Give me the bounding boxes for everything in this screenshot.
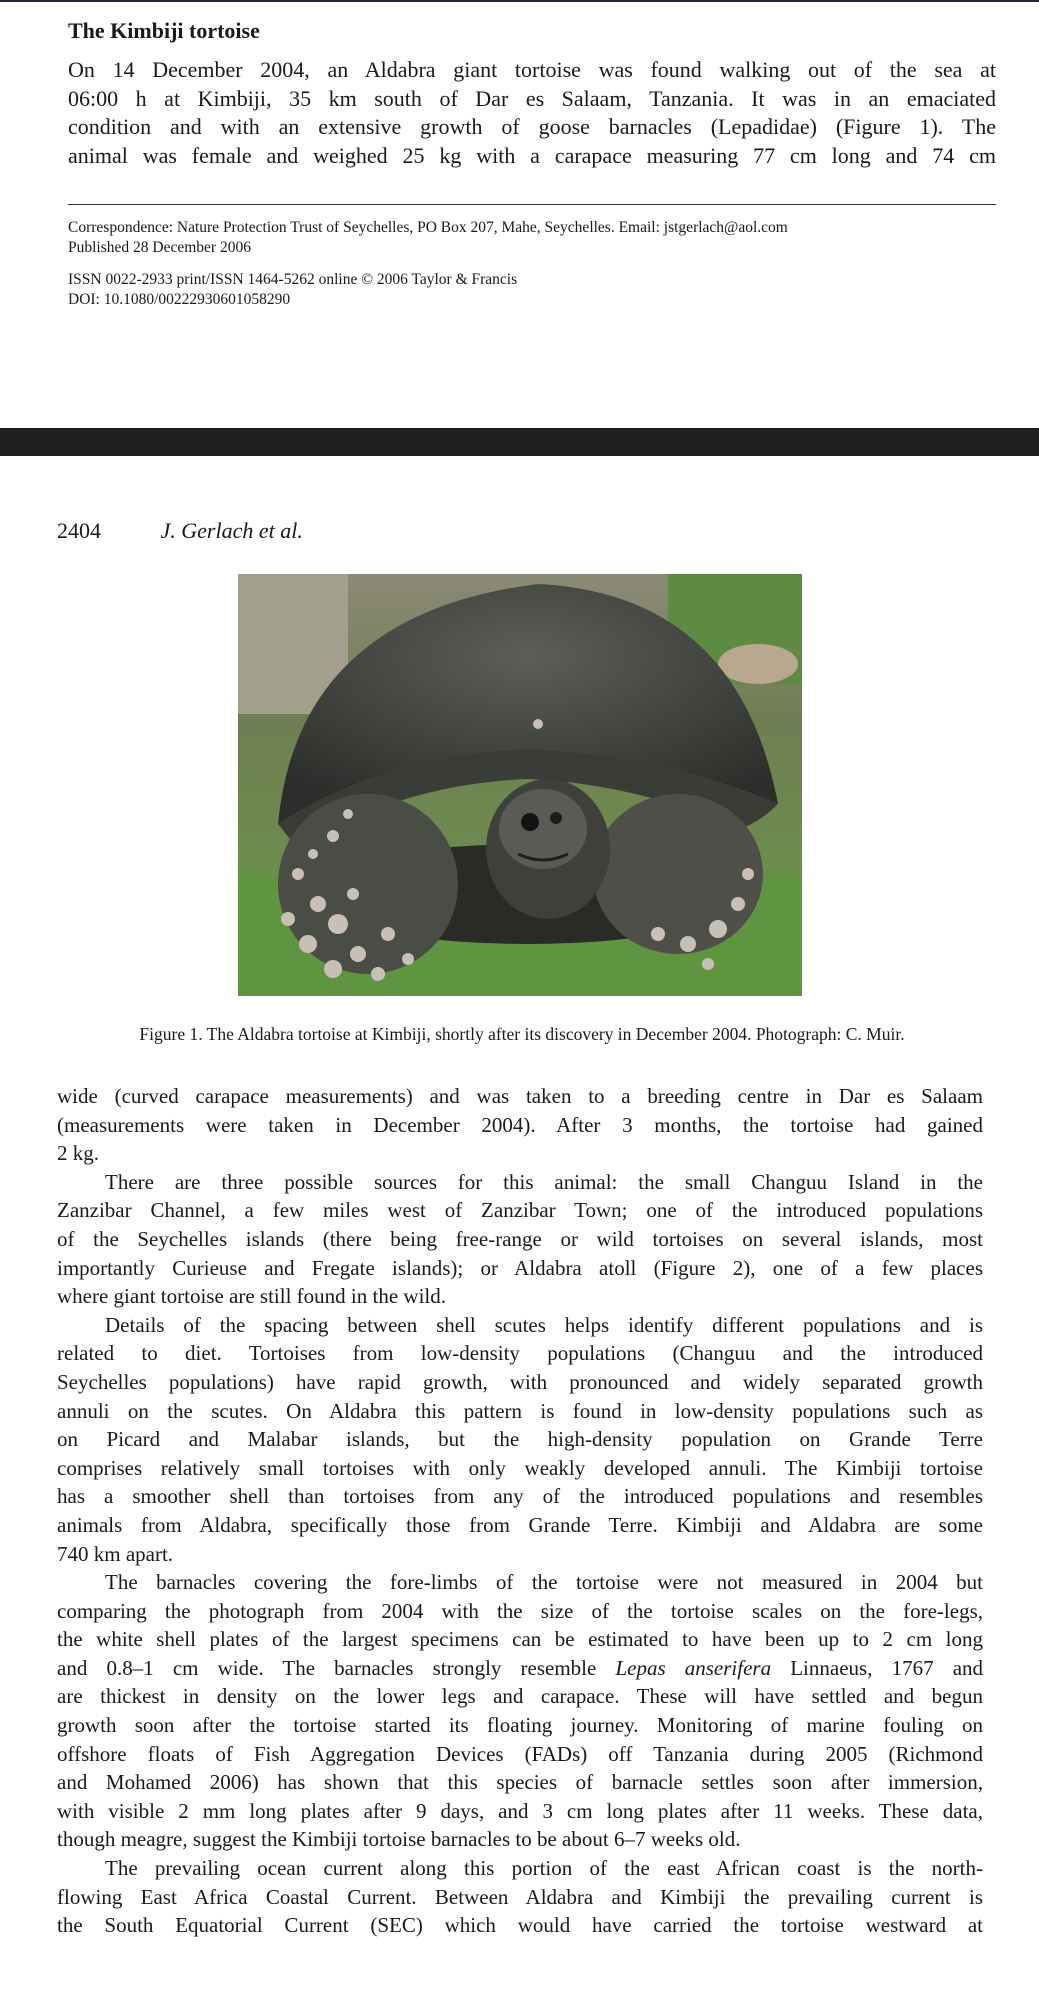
species-name: Lepas anserifera <box>615 1655 772 1680</box>
text-line: animal was female and weighed 25 kg with a carapace measuring 77 cm long and 74 cm <box>68 142 996 168</box>
text-line: comparing the photograph from 2004 with the size of the tortoise scales on the fore-legs, <box>57 1598 983 1623</box>
figure-photo <box>238 574 802 996</box>
text-line: wide (curved carapace measurements) and was taken to a breeding centre in Dar es Salaam <box>57 1084 983 1108</box>
footnote-rule <box>68 204 996 205</box>
running-authors: J. Gerlach et al. <box>160 518 303 543</box>
text-line: though meagre, suggest the Kimbiji tortoise barnacles to be about 6–7 weeks old. <box>57 1827 741 1852</box>
text-line: There are three possible sources for this animal: the small Changuu Island in the <box>105 1169 983 1194</box>
text-line: has a smoother shell than tortoises from any of the introduced populations and resembles <box>57 1484 983 1509</box>
text-line: the South Equatorial Current (SEC) which would have carried the tortoise westward at <box>57 1913 983 1938</box>
text-line: 740 km apart. <box>57 1541 174 1566</box>
tortoise-photo-illustration <box>238 574 802 996</box>
intro-paragraph <box>68 56 996 170</box>
top-border <box>0 0 1039 2</box>
text-line: of the Seychelles islands (there being free-range or wild tortoises on several islands, most <box>57 1226 983 1251</box>
running-header <box>57 518 303 544</box>
text-line: animals from Aldabra, specifically those from Grande Terre. Kimbiji and Aldabra are some <box>57 1512 983 1537</box>
text-line: with visible 2 mm long plates after 9 days, and 3 cm long plates after 11 weeks. These data, <box>57 1798 983 1823</box>
text-line: related to diet. Tortoises from low-density populations (Changuu and the introduced <box>57 1341 983 1366</box>
text-line: Details of the spacing between shell scutes helps identify different populations and is <box>105 1312 983 1337</box>
doi-line: DOI: 10.1080/00222930601058290 <box>68 291 291 308</box>
text-line: 2 kg. <box>57 1141 99 1166</box>
text-line: Zanzibar Channel, a few miles west of Zanzibar Town; one of the introduced populations <box>57 1198 983 1223</box>
text-line: The prevailing ocean current along this portion of the east African coast is the north- <box>105 1856 983 1881</box>
text-line: and Mohamed 2006) has shown that this species of barnacle settles soon after immersion, <box>57 1770 983 1795</box>
body-text <box>57 1082 983 1940</box>
text-segment: and 0.8–1 cm wide. The barnacles strongly resemble <box>57 1655 597 1680</box>
page-divider <box>0 428 1039 456</box>
text-segment: Linnaeus, 1767 and <box>790 1655 983 1680</box>
text-line: condition and with an extensive growth of goose barnacles (Lepadidae) (Figure 1). The <box>68 114 996 140</box>
text-line: comprises relatively small tortoises with only weakly developed annuli. The Kimbiji tortoise <box>57 1455 983 1480</box>
published-date: Published 28 December 2006 <box>68 239 251 256</box>
text-line: growth soon after the tortoise started its floating journey. Monitoring of marine fouling on <box>57 1713 983 1738</box>
text-line: offshore floats of Fish Aggregation Devices (FADs) off Tanzania during 2005 (Richmond <box>57 1741 983 1766</box>
text-line: 06:00 h at Kimbiji, 35 km south of Dar es Salaam, Tanzania. It was in an emaciated <box>68 85 996 111</box>
page-top-section <box>68 18 996 170</box>
issn-line: ISSN 0022-2933 print/ISSN 1464-5262 online © 2006 Taylor & Francis <box>68 271 518 288</box>
text-line: (measurements were taken in December 2004). After 3 months, the tortoise had gained <box>57 1112 983 1137</box>
figure-caption: Figure 1. The Aldabra tortoise at Kimbiji, shortly after its discovery in December 2004. Photograph: C. Muir. <box>139 1024 905 1044</box>
page-number: 2404 <box>57 518 101 543</box>
text-line: On 14 December 2004, an Aldabra giant tortoise was found walking out of the sea at <box>68 57 996 83</box>
text-line: the white shell plates of the largest specimens can be estimated to have been up to 2 cm long <box>57 1627 983 1652</box>
text-line: on Picard and Malabar islands, but the high-density population on Grande Terre <box>57 1427 983 1452</box>
text-line: annuli on the scutes. On Aldabra this pattern is found in low-density populations such as <box>57 1398 983 1423</box>
text-line: flowing East Africa Coastal Current. Between Aldabra and Kimbiji the prevailing current is <box>57 1884 983 1909</box>
text-line: The barnacles covering the fore-limbs of the tortoise were not measured in 2004 but <box>105 1570 983 1595</box>
text-line: where giant tortoise are still found in the wild. <box>57 1284 446 1309</box>
text-line: Seychelles populations) have rapid growth, with pronounced and widely separated growth <box>57 1369 983 1394</box>
text-line: importantly Curieuse and Fregate islands); or Aldabra atoll (Figure 2), one of a few places <box>57 1255 983 1280</box>
section-title: The Kimbiji tortoise <box>68 18 260 43</box>
text-line-with-species <box>57 1654 983 1683</box>
correspondence-note: Correspondence: Nature Protection Trust of Seychelles, PO Box 207, Mahe, Seychelles. Email: jstgerlach@aol.com <box>68 219 788 236</box>
text-line: are thickest in density on the lower legs and carapace. These will have settled and begun <box>57 1684 983 1709</box>
footnotes <box>68 218 996 310</box>
